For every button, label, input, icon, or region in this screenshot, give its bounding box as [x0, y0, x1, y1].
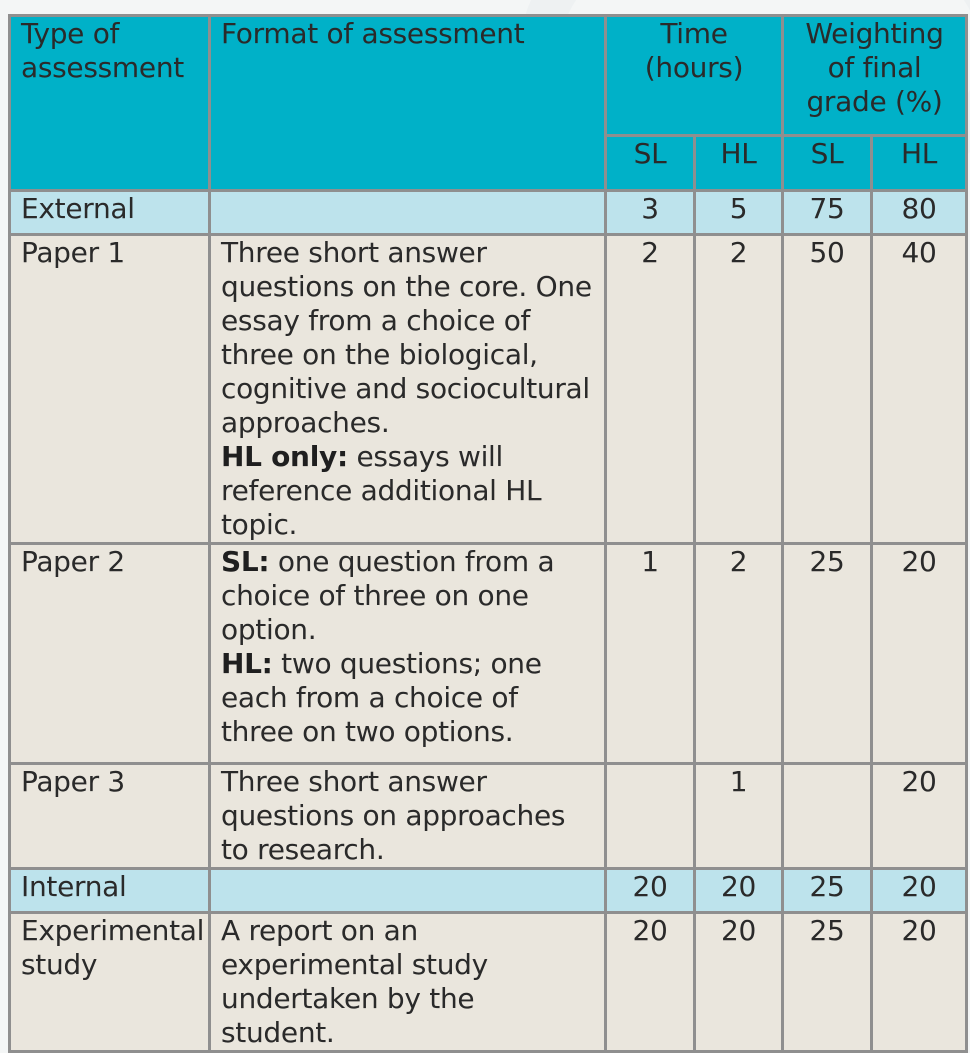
cell-time-sl: 1 [606, 544, 695, 764]
format-bold-label: HL only: [221, 440, 348, 473]
format-paragraph [221, 545, 594, 647]
cell-format [210, 191, 606, 235]
table-body [10, 191, 967, 1052]
format-paragraph [221, 765, 594, 867]
header-weighting: Weighting of final grade (%) [783, 16, 967, 136]
cell-format [210, 544, 606, 764]
header-type-of-assessment: Type of assessment [10, 16, 210, 191]
cell-type: Paper 2 [10, 544, 210, 764]
cell-weighting-hl: 80 [872, 191, 967, 235]
cell-type: Paper 3 [10, 764, 210, 869]
cell-format [210, 764, 606, 869]
cell-time-sl [606, 764, 695, 869]
cell-type: Internal [10, 869, 210, 913]
format-paragraph [221, 236, 594, 440]
header-time-sl: SL [606, 136, 695, 191]
format-text: two questions; one each from a choice of three on two options. [221, 647, 542, 748]
cell-weighting-sl: 25 [783, 544, 872, 764]
assessment-table [8, 14, 968, 1053]
cell-time-sl: 20 [606, 913, 695, 1052]
cell-time-hl: 5 [695, 191, 783, 235]
cell-weighting-sl: 75 [783, 191, 872, 235]
format-text: one question from a choice of three on one option. [221, 545, 555, 646]
format-text: A report on an experimental study undertaken by the student. [221, 914, 488, 1049]
cell-weighting-sl: 25 [783, 869, 872, 913]
header-format-of-assessment: Format of assessment [210, 16, 606, 191]
header-weighting-hl: HL [872, 136, 967, 191]
format-text: Three short answer questions on the core. One essay from a choice of three on the biological, cognitive and sociocultural approaches. [221, 236, 592, 439]
cell-weighting-hl: 20 [872, 544, 967, 764]
cell-time-hl: 1 [695, 764, 783, 869]
cell-format [210, 869, 606, 913]
cell-weighting-hl: 20 [872, 764, 967, 869]
table-row [10, 235, 967, 544]
cell-weighting-hl: 40 [872, 235, 967, 544]
format-bold-label: SL: [221, 545, 270, 578]
header-weighting-sl: SL [783, 136, 872, 191]
cell-time-hl: 20 [695, 869, 783, 913]
cell-time-hl: 2 [695, 544, 783, 764]
cell-time-sl: 3 [606, 191, 695, 235]
table-row [10, 869, 967, 913]
table-row [10, 913, 967, 1052]
cell-time-hl: 20 [695, 913, 783, 1052]
assessment-table-container [8, 14, 965, 1053]
cell-time-sl: 20 [606, 869, 695, 913]
cell-time-sl: 2 [606, 235, 695, 544]
cell-weighting-sl: 50 [783, 235, 872, 544]
table-row [10, 191, 967, 235]
cell-type: Experimental study [10, 913, 210, 1052]
format-bold-label: HL: [221, 647, 273, 680]
cell-type: Paper 1 [10, 235, 210, 544]
format-text: Three short answer questions on approaches to research. [221, 765, 566, 866]
format-paragraph [221, 647, 594, 749]
cell-time-hl: 2 [695, 235, 783, 544]
cell-type: External [10, 191, 210, 235]
header-time-hl: HL [695, 136, 783, 191]
cell-weighting-hl: 20 [872, 913, 967, 1052]
format-text: essays will reference additional HL topic. [221, 440, 542, 541]
cell-weighting-sl: 25 [783, 913, 872, 1052]
cell-weighting-hl: 20 [872, 869, 967, 913]
table-row [10, 764, 967, 869]
cell-weighting-sl [783, 764, 872, 869]
cell-format [210, 235, 606, 544]
table-row [10, 544, 967, 764]
format-paragraph [221, 440, 594, 542]
format-paragraph [221, 914, 594, 1050]
header-time-hours: Time (hours) [606, 16, 783, 136]
cell-format [210, 913, 606, 1052]
